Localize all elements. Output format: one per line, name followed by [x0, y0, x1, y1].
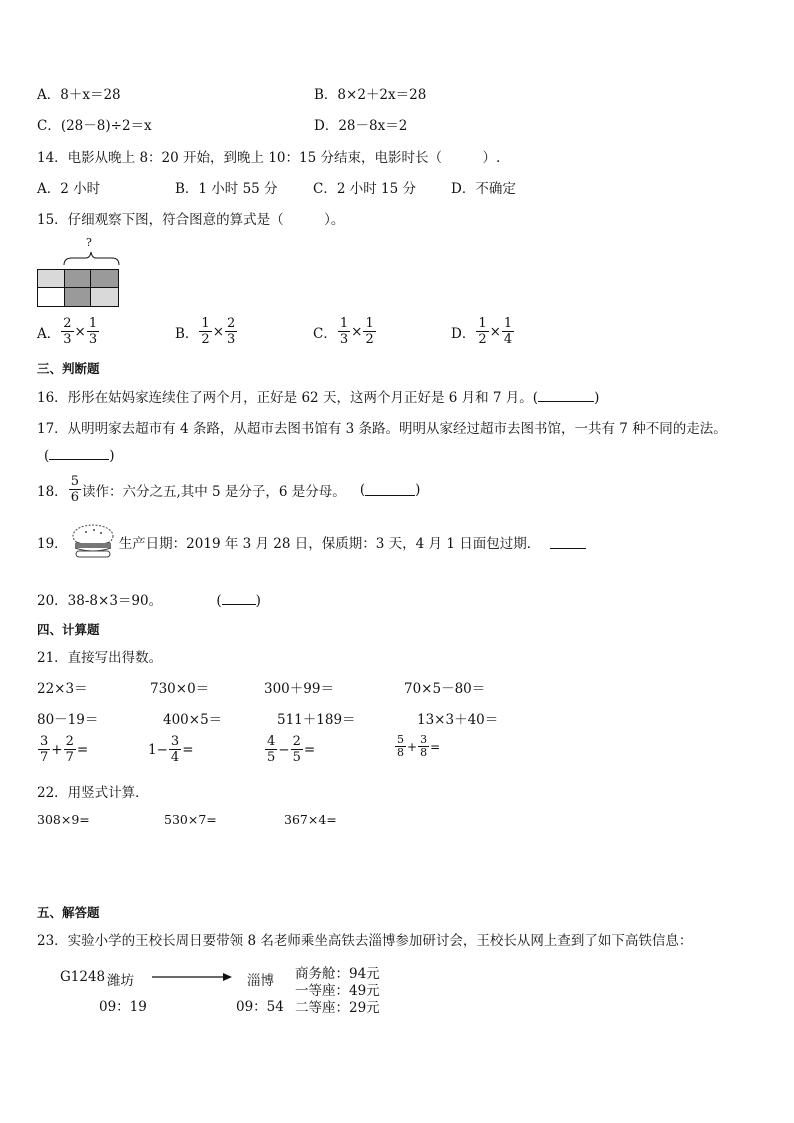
numerator: 1 — [201, 316, 210, 331]
denominator: 5 — [267, 750, 276, 765]
fraction — [199, 316, 211, 347]
q17-text: 17．从明明家去超市有 4 条路，从超市去图书馆有 3 条路。明明从家经过超市去图书馆，一共有 7 种不同的走法。 — [37, 421, 727, 437]
calc-item: 511＋189＝ — [277, 712, 356, 728]
q19 — [37, 522, 586, 562]
equals: = — [430, 739, 441, 754]
grid-cell — [38, 288, 65, 306]
section-title: 四、计算题 — [37, 622, 100, 637]
operator: × — [74, 323, 86, 340]
operator: + — [51, 741, 63, 758]
calc-item: 300＋99＝ — [264, 681, 334, 697]
q18-number: 18． — [37, 483, 68, 500]
calc-fraction-item — [394, 734, 440, 759]
q20 — [37, 589, 261, 609]
fraction — [87, 316, 99, 347]
answer-blank[interactable] — [49, 447, 109, 460]
q23-stem: 23．实验小学的王校长周日要带领 8 名老师乘坐高铁去淄博参加研讨会，王校长从网上查到了如下高铁信息： — [37, 933, 693, 949]
operator: + — [407, 739, 418, 754]
grid-cell — [91, 270, 118, 288]
paren: ) — [109, 448, 115, 464]
numerator: 1 — [88, 316, 98, 331]
q15-option-b — [175, 316, 238, 347]
calc-item: 22×3＝ — [37, 681, 88, 697]
fare-first: 一等座：49元 — [295, 983, 380, 999]
numerator: 2 — [292, 734, 301, 749]
grid-cell — [38, 270, 65, 288]
denominator: 5 — [292, 750, 301, 765]
q21-stem: 21．直接写出得数。 — [37, 650, 163, 666]
denominator: 3 — [88, 332, 98, 347]
denominator: 6 — [70, 490, 79, 505]
q13-option-c: C．(28－8)÷2＝x — [37, 118, 152, 134]
train-number: G1248 — [60, 969, 106, 985]
operator: × — [489, 323, 501, 340]
q19-text: 生产日期：2019 年 3 月 28 日，保质期：3 天，4 月 1 日面包过期． — [118, 536, 541, 552]
denominator: 3 — [227, 332, 236, 347]
denominator: 4 — [170, 750, 180, 765]
q14-option-c: C．2 小时 15 分 — [313, 181, 416, 197]
fraction — [61, 316, 73, 347]
equals: = — [303, 741, 316, 758]
q14-option-a: A．2 小时 — [37, 181, 101, 197]
depart-time: 09：19 — [99, 999, 147, 1015]
fraction — [169, 734, 181, 765]
fraction — [363, 316, 375, 347]
q20-text: 20．38-8×3＝90。 — [37, 593, 163, 609]
calc-item: 730×0＝ — [150, 681, 210, 697]
numerator: 2 — [63, 316, 72, 331]
equals: = — [182, 741, 194, 758]
fraction — [69, 474, 81, 505]
q18 — [37, 474, 420, 505]
paren: ( — [359, 481, 366, 498]
q15-brace-label: ? — [86, 236, 92, 249]
fraction — [418, 734, 429, 759]
denominator: 8 — [397, 746, 404, 759]
arrive-time: 09：54 — [236, 999, 284, 1015]
calc-fraction-item — [148, 734, 194, 765]
prefix: 1− — [148, 741, 168, 758]
numerator: 4 — [267, 734, 276, 749]
fraction — [502, 316, 514, 347]
operator: − — [278, 741, 290, 758]
grid-cell — [65, 288, 92, 306]
calc-item: 400×5＝ — [163, 712, 223, 728]
q14-option-d: D．不确定 — [451, 181, 516, 197]
numerator: 3 — [420, 733, 428, 746]
fraction — [291, 734, 303, 765]
denominator: 3 — [63, 332, 72, 347]
q13-option-d: D．28－8x＝2 — [314, 118, 408, 134]
option-label: D． — [451, 325, 476, 342]
fraction — [265, 734, 277, 765]
q13-option-b: B．8×2＋2x＝28 — [314, 87, 427, 103]
fraction — [38, 734, 50, 765]
answer-blank[interactable] — [222, 592, 256, 605]
q15-fraction-grid — [37, 269, 119, 307]
fare-second: 二等座：29元 — [295, 1000, 380, 1016]
q16 — [37, 386, 599, 406]
paren: ) — [255, 593, 261, 609]
denominator: 4 — [503, 332, 513, 347]
numerator: 2 — [65, 734, 74, 749]
fare-business: 商务舱：94元 — [295, 966, 380, 982]
fraction — [395, 734, 406, 759]
fare-list — [295, 966, 380, 1017]
denominator: 3 — [339, 332, 349, 347]
numerator: 2 — [227, 316, 236, 331]
equals: = — [76, 741, 89, 758]
q15-option-a — [37, 316, 100, 347]
fraction — [225, 316, 237, 347]
q15-stem: 15．仔细观察下图，符合图意的算式是（ ）。 — [37, 212, 345, 228]
numerator: 1 — [503, 316, 513, 331]
denominator: 7 — [40, 750, 49, 765]
paren: ( — [216, 593, 222, 609]
calc-item: 13×3＋40＝ — [417, 712, 499, 728]
denominator: 2 — [365, 332, 374, 347]
paren: ) — [415, 481, 421, 498]
q22-stem: 22．用竖式计算． — [37, 785, 149, 801]
q19-number: 19． — [37, 536, 68, 552]
calc-fraction-item — [37, 734, 88, 765]
numerator: 3 — [40, 734, 49, 749]
calc-item: 80－19＝ — [37, 712, 99, 728]
calc-fraction-item — [264, 734, 315, 765]
calc-item: 308×9= — [37, 812, 90, 827]
numerator: 1 — [339, 316, 349, 331]
bread-icon — [68, 522, 118, 562]
arrow-right-icon — [150, 969, 234, 985]
numerator: 5 — [70, 474, 79, 489]
fraction — [338, 316, 350, 347]
paren: ( — [44, 448, 50, 464]
q18-text: 读作：六分之五,其中 5 是分子，6 是分母。 — [81, 483, 346, 500]
answer-blank[interactable] — [365, 483, 415, 496]
denominator: 8 — [420, 746, 428, 759]
answer-blank[interactable] — [550, 536, 586, 549]
numerator: 5 — [397, 733, 404, 746]
q15-brace — [62, 249, 122, 267]
numerator: 3 — [170, 734, 180, 749]
fraction — [476, 316, 488, 347]
paren: ) — [594, 390, 600, 406]
denominator: 7 — [65, 750, 74, 765]
answer-blank[interactable] — [538, 389, 594, 402]
fraction — [64, 734, 76, 765]
q16-text: 16．彤彤在姑妈家连续住了两个月，正好是 62 天，这两个月正好是 6 月和 7 月。( — [37, 390, 539, 406]
grid-cell — [65, 270, 92, 288]
grid-cell — [91, 288, 118, 306]
section-title: 三、判断题 — [37, 361, 100, 376]
numerator: 1 — [478, 316, 487, 331]
q15-option-d — [451, 316, 515, 347]
section-title: 五、解答题 — [37, 905, 100, 920]
calc-item: 530×7= — [164, 812, 217, 827]
option-label: A． — [37, 325, 61, 342]
calc-item: 70×5－80＝ — [404, 681, 486, 697]
q13-option-a: A．8＋x＝28 — [37, 87, 121, 103]
option-label: C． — [313, 325, 337, 342]
calc-item: 367×4= — [284, 812, 337, 827]
denominator: 2 — [201, 332, 210, 347]
to-station: 淄博 — [247, 973, 274, 989]
operator: × — [351, 323, 363, 340]
operator: × — [212, 323, 225, 340]
from-station: 潍坊 — [107, 973, 134, 989]
q14-stem: 14．电影从晚上 8：20 开始，到晚上 10：15 分结束，电影时长（ ）. — [37, 150, 501, 166]
q14-option-b: B．1 小时 55 分 — [175, 181, 278, 197]
q15-option-c — [313, 316, 377, 347]
denominator: 2 — [478, 332, 487, 347]
option-label: B． — [175, 325, 199, 342]
numerator: 1 — [365, 316, 374, 331]
q17-answer — [44, 447, 115, 464]
